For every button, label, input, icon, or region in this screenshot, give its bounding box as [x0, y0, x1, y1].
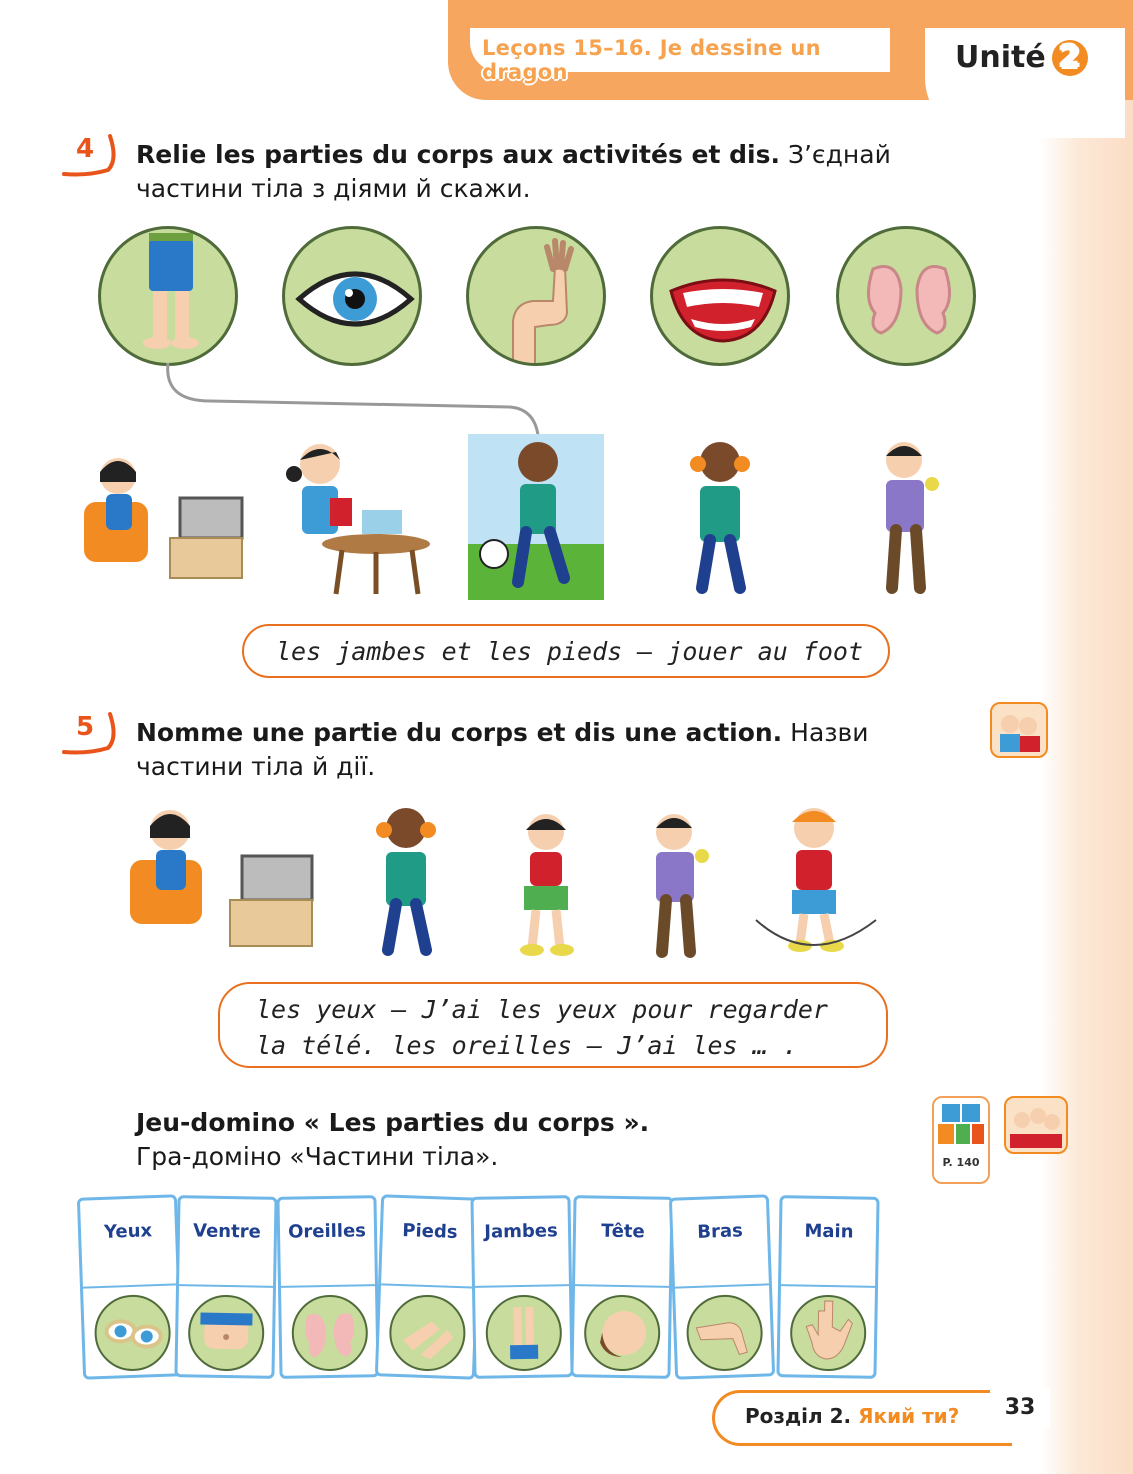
domino-card-main	[776, 1195, 879, 1379]
head-icon	[584, 1294, 661, 1371]
domino-title-fr: Jeu-domino « Les parties du corps ».	[136, 1108, 650, 1137]
exercise-5-number: 5	[58, 708, 112, 748]
domino-label: Tête	[601, 1220, 645, 1243]
exercise-5-instruction-uk: Назви частини тіла й дії.	[136, 718, 869, 781]
page-side-strip	[1040, 0, 1133, 1474]
lesson-title: Leçons 15–16. Je dessine un dragon	[482, 36, 821, 84]
footer-section-title: Який ти?	[858, 1404, 960, 1428]
group-work-icon	[1004, 1096, 1068, 1154]
domino-card-tete	[570, 1195, 673, 1379]
domino-label: Bras	[696, 1220, 744, 1243]
girl-skipping-rope-icon	[738, 800, 886, 960]
exercise-5-instruction-fr: Nomme une partie du corps et dis une action.	[136, 718, 783, 747]
footer-section-label: Розділ 2.	[745, 1404, 852, 1428]
domino-card-jambes	[470, 1195, 573, 1379]
footer-section	[745, 1404, 959, 1428]
lesson-header	[470, 22, 900, 84]
exercise-4-instruction	[136, 138, 896, 206]
connecting-line	[150, 355, 550, 445]
unit-badge	[955, 40, 1088, 76]
domino-label: Main	[804, 1220, 854, 1243]
eyes-icon	[93, 1294, 172, 1373]
example-text-5-line2: la télé. les oreilles — J’ai les … .	[256, 1031, 798, 1060]
boy-eating-icon	[636, 806, 716, 960]
eye-icon	[282, 226, 422, 366]
domino-label: Yeux	[103, 1220, 153, 1243]
domino-card-oreilles	[276, 1195, 379, 1379]
domino-title-uk: Гра-доміно «Частини тіла».	[136, 1142, 499, 1171]
domino-card-pieds	[375, 1194, 481, 1379]
exercise-4-instruction-uk: З’єднай частини тіла з діями й скажи.	[136, 140, 891, 203]
page-reference: P. 140	[942, 1156, 980, 1169]
mouth-icon	[650, 226, 790, 366]
unit-number: 2	[1052, 40, 1088, 76]
ears-icon	[836, 226, 976, 366]
domino-label: Ventre	[192, 1220, 261, 1243]
example-text-5-line1: les yeux — J’ai les yeux pour regarder	[256, 995, 828, 1024]
girl-watching-tv-icon	[126, 800, 322, 956]
exercise-4-number: 4	[58, 130, 112, 170]
girl-watching-tv-icon	[80, 448, 256, 588]
feet-icon	[388, 1294, 467, 1373]
boy-eating-icon	[866, 434, 946, 600]
hand-icon	[790, 1294, 867, 1371]
exercise-4-instruction-fr: Relie les parties du corps aux activités et dis.	[136, 140, 780, 169]
legs-icon	[485, 1294, 562, 1371]
domino-label: Pieds	[401, 1220, 458, 1243]
page-number: 33	[990, 1388, 1050, 1428]
domino-card-yeux	[77, 1194, 183, 1379]
domino-blocks-icon	[932, 1096, 990, 1184]
exercise-5-instruction	[136, 716, 896, 784]
example-text-4: les jambes et les pieds — jouer au foot	[276, 637, 863, 666]
pair-work-icon	[990, 702, 1048, 758]
domino-card-bras	[669, 1194, 775, 1379]
domino-game-title	[136, 1106, 896, 1174]
boy-listening-music-icon	[358, 800, 454, 960]
boy-playing-football-icon	[468, 434, 604, 600]
domino-label: Jambes	[484, 1220, 558, 1243]
belly-icon	[188, 1294, 265, 1371]
arm-icon	[685, 1294, 764, 1373]
girl-jumping-rope-icon	[490, 808, 600, 960]
domino-label: Oreilles	[287, 1220, 367, 1243]
example-bubble-5	[218, 982, 888, 1068]
domino-card-ventre	[174, 1195, 277, 1379]
legs-feet-icon	[98, 226, 238, 366]
example-bubble-4	[242, 624, 890, 678]
boy-listening-music-icon	[668, 434, 772, 600]
arm-icon	[466, 226, 606, 366]
girl-drawing-icon	[272, 434, 430, 600]
ears-icon	[291, 1294, 368, 1371]
unit-label: Unité	[955, 40, 1046, 75]
